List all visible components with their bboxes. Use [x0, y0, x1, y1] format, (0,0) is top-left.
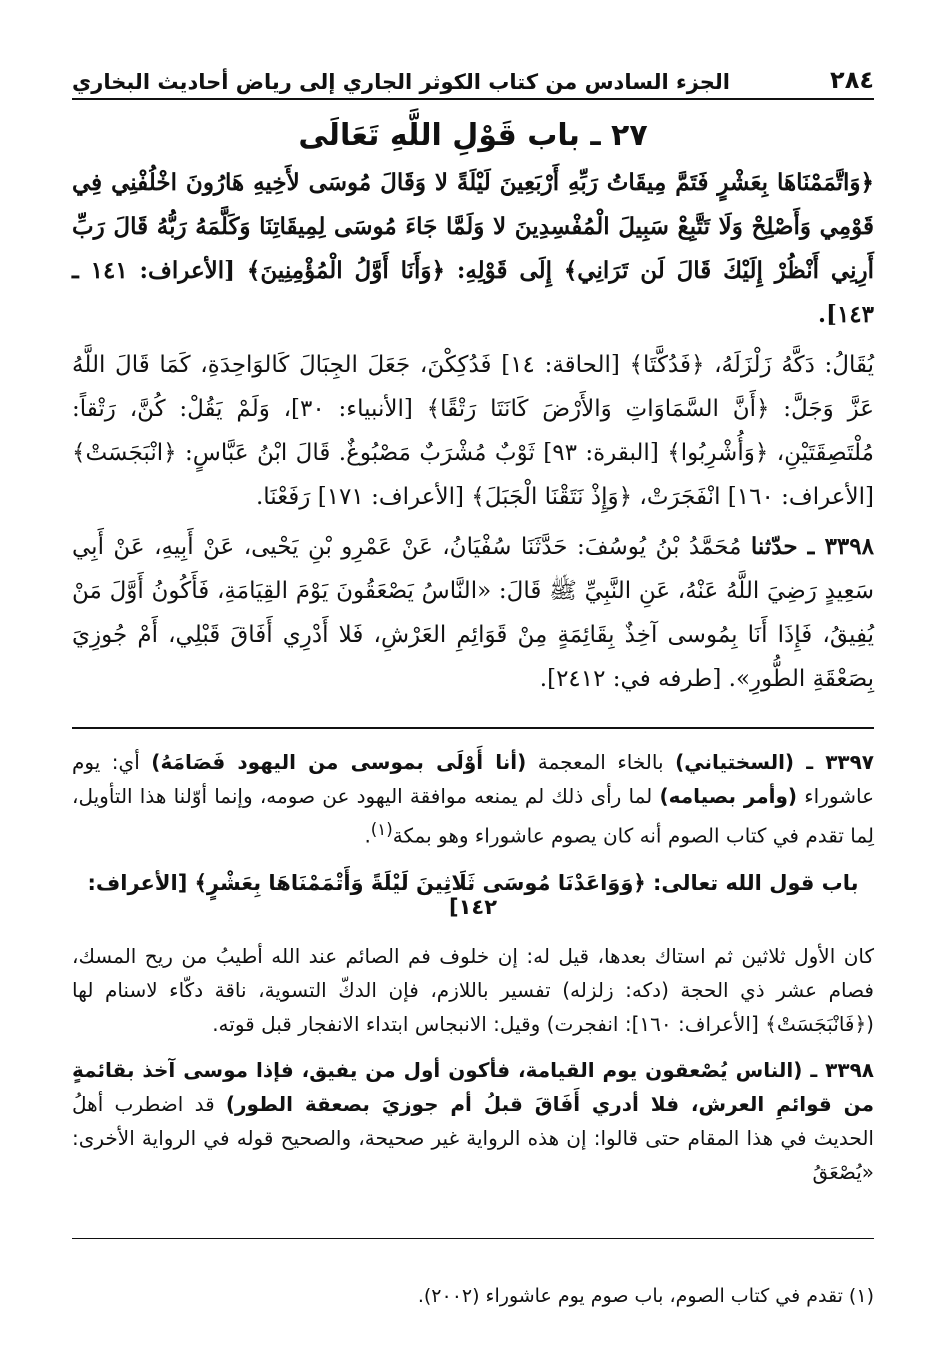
footnote: (١) تقدم في كتاب الصوم، باب صوم يوم عاشوراء (٢٠٠٢).	[417, 1285, 874, 1307]
hadith-number: ٣٣٩٨ ـ حدّثنا	[750, 533, 874, 560]
commentary-text: لما رأى ذلك لم يمنعه موافقة اليهود عن صومه، وإنما أوّلنا هذا التأويل، لِما تقدم في كتاب الصوم أنه كان يصوم عاشوراء وهو بمكة	[72, 784, 874, 848]
commentary-text: .	[364, 823, 371, 848]
running-title: الجزء السادس من كتاب الكوثر الجاري إلى رياض أحاديث البخاري	[72, 70, 730, 94]
chapter-title: ٢٧ ـ باب قَوْلِ اللَّهِ تَعَالَى	[298, 118, 648, 153]
commentary-subtitle: باب قول الله تعالى: ﴿وَوَاعَدْنَا مُوسَى ثَلَاثِينَ لَيْلَةً وَأَتْمَمْنَاهَا بِعَشْرٍ﴾ [الأعراف: ١٤٢]	[87, 870, 859, 919]
commentary-quote: (أنا أَوْلَى بموسى من اليهود فَصَامَهُ)	[151, 750, 527, 774]
hadith-text: مُحَمَّدُ بْنُ يُوسُفَ: حَدَّثَنَا سُفْيَانُ، عَنْ عَمْرِو بْنِ يَحْيى، عَنْ أَبِيهِ، عَنْ أَبِي سَعِيدٍ رَضِيَ اللَّهُ عَنْهُ، عَنِ النَّبِيِّ ﷺ قَالَ: «النَّاسُ يَصْعَقُونَ يَوْمَ القِيَامَةِ، فَأَكُونُ أَوَّلَ مَنْ يُفِيقُ، فَإِذَا أَنَا بِمُوسى آخِذٌ بِقَائِمَةٍ مِنْ قَوَائِمِ العَرْشِ، فَلا أَدْرِي أَفَاقَ قَبْلِي، أَمْ جُوزِيَ بِصَعْقَةِ الطُّورِ». [طرفه في: ٢٤١٢].	[72, 534, 874, 692]
commentary-heading: ٣٣٩٧ ـ (السختياني)	[675, 750, 875, 774]
footnote-rule	[72, 1238, 874, 1239]
commentary-text: قد اضطرب أهلُ الحديث في هذا المقام حتى قالوا: إن هذه الرواية غير صحيحة، والصحيح قوله في الرواية الأخرى: «يُصْعَقُ	[72, 1091, 874, 1184]
footnote-marker[interactable]: (١)	[370, 820, 393, 839]
commentary-quote: ٣٣٩٨ ـ (الناس يُصْعقون يوم القيامة، فأكون أول من يفيق، فإذا موسى آخذ بقائمةٍ من قوائمِ العرش، فلا أدري أَفَاقَ قبلُ أم جوزيَ بصعقة الطور)	[72, 1057, 874, 1116]
commentary-text: بالخاء المعجمة	[526, 750, 676, 774]
hadith-paragraph	[72, 525, 874, 701]
commentary-3398	[72, 1053, 874, 1189]
page-header	[72, 50, 874, 100]
main-text	[72, 118, 874, 701]
quran-verse: ﴿وَاتَّمَمْنَاهَا بِعَشْرٍ فَتَمَّ مِيقَاتُ رَبِّهِ أَرْبَعِينَ لَيْلَةً لا وَقَالَ مُوسَى لأَخِيهِ هَارُونَ اخْلُفْنِي فِي قَوْمِي وَأَصْلِحْ وَلَا تَتَّبِعْ سَبِيلَ الْمُفْسِدِينَ لا وَلَمَّا جَاءَ مُوسَى لِمِيقَاتِنَا وَكَلَّمَهُ رَبُّهُ قَالَ رَبِّ أَرِنِي أَنْظُرْ إِلَيْكَ قَالَ لَن تَرَانِي﴾ إِلَى قَوْلِهِ: ﴿وَأَنَا أَوَّلُ الْمُؤْمِنِينَ﴾ [الأعراف: ١٤١ ـ ١٤٣].	[72, 169, 874, 328]
page-number: ٢٨٤	[830, 66, 874, 94]
section-divider	[72, 727, 874, 729]
commentary-3397	[72, 745, 874, 853]
commentary	[72, 745, 874, 1189]
explanation-paragraph: يُقَالُ: دَكَّهُ زَلْزَلَهُ، ﴿فَدُكَّتَا﴾ [الحاقة: ١٤] فَدُكِكْنَ، جَعَلَ الجِبَالَ كَالوَاحِدَةِ، كَمَا قَالَ اللَّهُ عَزَّ وَجَلَّ: ﴿أَنَّ السَّمَاوَاتِ وَالأَرْضَ كَانَتَا رَتْقًا﴾ [الأنبياء: ٣٠]، وَلَمْ يَقُلْ: كُنَّ، رَتْقاً: مُلْتَصِقَتَيْنِ، ﴿وَأُشْرِبُوا﴾ [البقرة: ٩٣] ثَوْبٌ مُشْرَبٌ مَصْبُوغٌ. قَالَ ابْنُ عَبَّاسٍ: ﴿انْبَجَسَتْ﴾ [الأعراف: ١٦٠] انْفَجَرَتْ، ﴿وَإِذْ نَتَقْنَا الْجَبَلَ﴾ [الأعراف: ١٧١] رَفَعْنَا.	[72, 352, 875, 510]
commentary-paragraph: كان الأول ثلاثين ثم استاك بعدها، قيل له: إن خلوف فم الصائم عند الله أطيبُ من ريح المسك، فصام عشر ذي الحجة (دكه: زلزله) تفسير باللازم، فإن الدكّ التسوية، ناقة دكّاء لاسنام لها (﴿فَانْبَجَسَتْ﴾ [الأعراف: ١٦٠]: انفجرت) وقيل: الانبجاس ابتداء الانفجار قبل قوته.	[72, 943, 874, 1036]
commentary-text: أي: يوم عاشوراء	[72, 750, 875, 808]
commentary-quote: (وأمر بصيامه)	[659, 784, 798, 808]
